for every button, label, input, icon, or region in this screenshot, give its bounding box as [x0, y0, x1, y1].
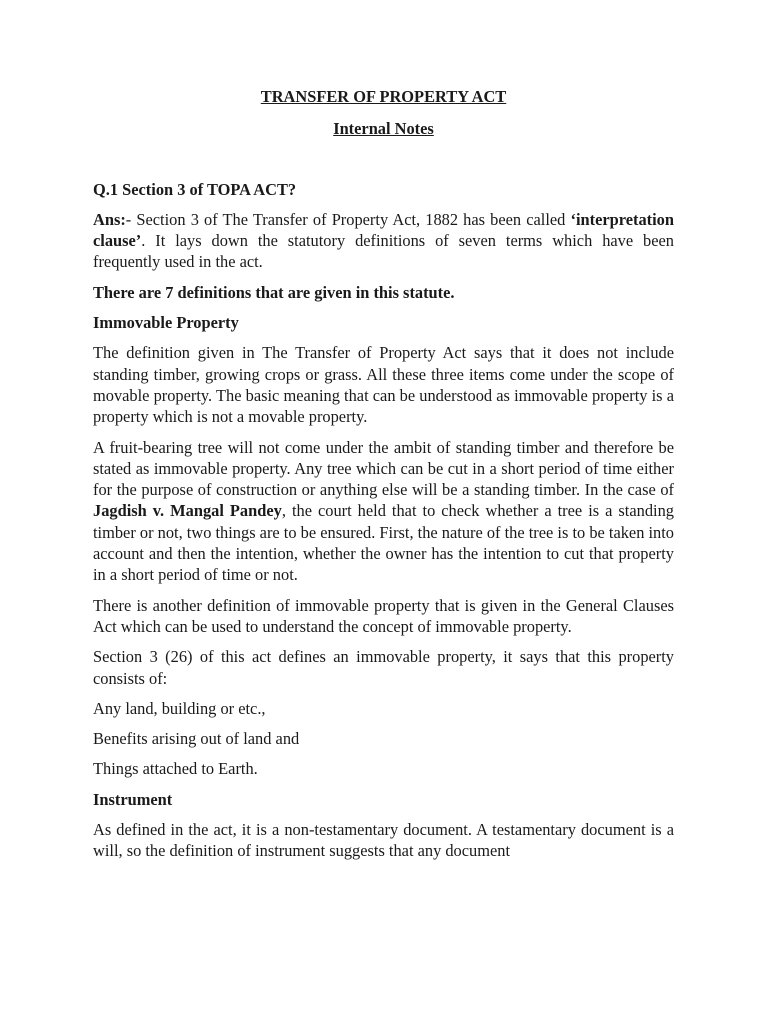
- case-name: Jagdish v. Mangal Pandey: [93, 501, 282, 521]
- list-item: Things attached to Earth.: [93, 759, 258, 779]
- answer-text-part2: . It lays down the statutory definitions of seven terms which have been frequently used in the act.: [93, 231, 674, 272]
- document-title: TRANSFER OF PROPERTY ACT: [260, 87, 507, 106]
- immovable-property-paragraph-2: [93, 437, 674, 586]
- answer-label: Ans:: [93, 209, 126, 229]
- list-item: Any land, building or etc.,: [93, 698, 266, 718]
- interpretation-clause-term: ‘interpretation clause’: [93, 209, 674, 251]
- answer-paragraph: [93, 209, 674, 273]
- definitions-statement: There are 7 definitions that are given in this statute.: [93, 282, 455, 302]
- instrument-heading: Instrument: [93, 789, 173, 809]
- list-item: Benefits arising out of land and: [93, 729, 300, 749]
- document-subtitle: Internal Notes: [333, 119, 434, 139]
- immovable-property-heading: Immovable Property: [93, 313, 239, 333]
- question-heading: Q.1 Section 3 of TOPA ACT?: [93, 179, 297, 199]
- immovable-property-paragraph-1: The definition given in The Transfer of Property Act says that it does not include standing timber, growing crops or grass. All these three items come under the scope of movable property. The basic meaning that can be understood as immovable property is a property which is not a movable property.: [93, 343, 674, 427]
- paragraph-2-text-part1: A fruit-bearing tree will not come under the ambit of standing timber and therefore be stated as immovable property. Any tree which can be cut in a short period of time either for the purpose of construction or anything else will be a standing timber. In the case of: [93, 437, 674, 500]
- immovable-property-paragraph-4: Section 3 (26) of this act defines an immovable property, it says that this property consists of:: [93, 647, 674, 688]
- document-page: [93, 86, 674, 862]
- answer-text-part1: - Section 3 of The Transfer of Property Act, 1882 has been called: [125, 209, 571, 229]
- instrument-paragraph-1: As defined in the act, it is a non-testamentary document. A testamentary document is a will, so the definition of instrument suggests that any document: [93, 820, 674, 861]
- immovable-property-paragraph-3: There is another definition of immovable property that is given in the General Clauses Act which can be used to understand the concept of immovable property.: [93, 595, 674, 636]
- paragraph-2-text-part2: , the court held that to check whether a tree is a standing timber or not, two things are to be ensured. First, the nature of the tree is to be taken into account and then the intention, whether the owner has the intention to cut that property in a short period of time or not.: [93, 501, 674, 585]
